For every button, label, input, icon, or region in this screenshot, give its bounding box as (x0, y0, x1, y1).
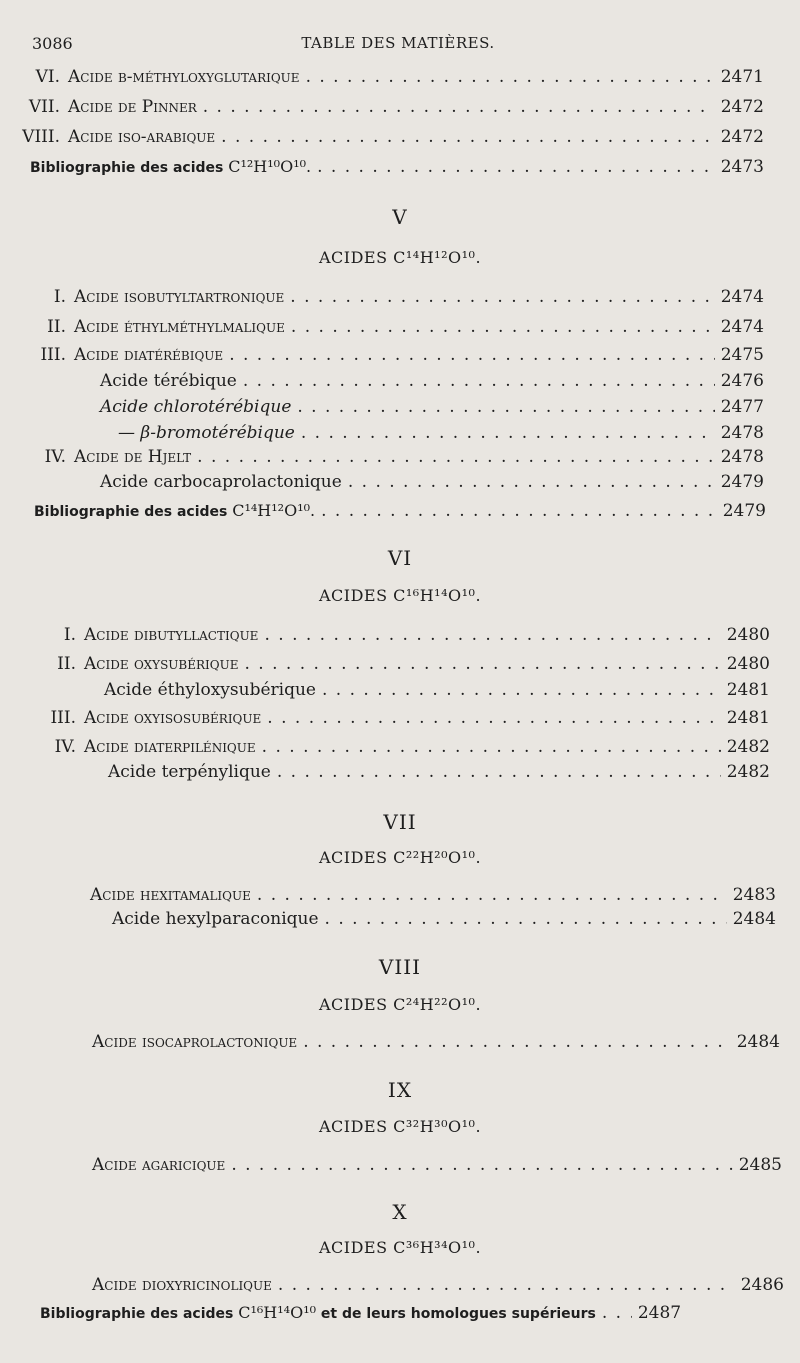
entry-page: 2486 (740, 1275, 784, 1295)
leader-dots (290, 286, 714, 308)
section-heading: ACIDES C³²H³⁰O¹⁰. (318, 1117, 482, 1136)
entry-page: 2476 (720, 371, 764, 391)
entry-page: 2487 (637, 1303, 682, 1323)
toc-entry[interactable] (100, 370, 764, 392)
entry-title: Acide oxysubérique (84, 654, 239, 674)
entry-title: Acide dibutyllactique (84, 625, 259, 645)
toc-entry[interactable] (92, 1031, 780, 1053)
bibliography-entry[interactable] (34, 500, 766, 523)
leader-dots (297, 396, 714, 418)
entry-page: 2472 (720, 127, 764, 147)
entry-page: 2477 (720, 397, 764, 417)
toc-entry[interactable] (30, 66, 764, 88)
entry-title: Acide diatérébique (74, 345, 224, 365)
toc-entry[interactable] (30, 286, 764, 308)
bibliography-label: Bibliographie des acides C¹⁶H¹⁴O¹⁰ et de leurs homologues supérieurs (40, 1303, 596, 1322)
entry-page: 2479 (722, 501, 766, 521)
entry-numeral: I. (53, 287, 66, 307)
section-heading: ACIDES C³⁶H³⁴O¹⁰. (318, 1238, 482, 1257)
entry-title: Acide hexitamalique (90, 885, 251, 905)
toc-entry[interactable] (90, 884, 776, 906)
entry-page: 2472 (720, 97, 764, 117)
leader-dots (264, 624, 720, 646)
leader-dots (262, 736, 721, 758)
entry-title: Acide agaricique (92, 1155, 226, 1175)
toc-entry[interactable] (30, 446, 764, 468)
leader-dots (303, 1031, 731, 1053)
entry-page: 2478 (720, 423, 764, 443)
entry-title: Acide éthylméthylmalique (74, 317, 285, 337)
toc-entry[interactable] (92, 1154, 782, 1176)
leader-dots (325, 908, 727, 930)
entry-title: Acide diaterpilénique (84, 737, 256, 757)
leader-dots (277, 761, 721, 783)
entry-numeral: VIII. (22, 127, 60, 147)
section-numeral: VII (383, 810, 417, 834)
entry-numeral: VI. (35, 67, 60, 87)
leader-dots (321, 500, 717, 522)
toc-entry[interactable] (100, 471, 764, 493)
entry-numeral: IV. (44, 447, 66, 467)
section-numeral: IX (387, 1078, 413, 1102)
section-numeral: VIII (378, 955, 422, 979)
bibliography-label: Bibliographie des acides C¹²H¹⁰O¹⁰. (30, 157, 312, 176)
section-heading: ACIDES C²²H²⁰O¹⁰. (318, 848, 482, 867)
leader-dots (278, 1274, 735, 1296)
entry-numeral: II. (57, 654, 76, 674)
page-number: 3086 (32, 34, 73, 53)
entry-title: Acide carbocaprolactonique (100, 472, 342, 492)
entry-title: Acide iso-arabique (68, 127, 216, 147)
section-heading: ACIDES C²⁴H²²O¹⁰. (318, 995, 482, 1014)
leader-dots (243, 370, 715, 392)
entry-numeral: IV. (54, 737, 76, 757)
toc-entry[interactable] (104, 679, 770, 701)
entry-page: 2482 (726, 762, 770, 782)
entry-page: 2484 (732, 909, 776, 929)
entry-page: 2480 (726, 654, 770, 674)
leader-dots (291, 316, 715, 338)
entry-title: Acide chlorotérébique (100, 397, 292, 417)
entry-page: 2471 (720, 67, 764, 87)
running-title: TABLE DES MATIÈRES. (301, 34, 495, 52)
toc-entry[interactable] (40, 736, 770, 758)
entry-numeral: III. (40, 345, 66, 365)
leader-dots (257, 884, 727, 906)
leader-dots (229, 344, 715, 366)
leader-dots (301, 422, 715, 444)
entry-page: 2473 (720, 157, 764, 177)
entry-page: 2481 (726, 708, 770, 728)
leader-dots (317, 156, 715, 178)
entry-page: 2480 (726, 625, 770, 645)
toc-entry[interactable] (112, 908, 776, 930)
toc-entry[interactable] (30, 96, 764, 118)
entry-numeral: III. (50, 708, 76, 728)
toc-entry[interactable] (22, 126, 764, 148)
section-numeral: X (392, 1200, 408, 1224)
entry-page: 2485 (738, 1155, 782, 1175)
entry-title: Acide de Hjelt (74, 447, 192, 467)
page-header (32, 34, 764, 56)
leader-dots (221, 126, 715, 148)
entry-page: 2484 (736, 1032, 780, 1052)
toc-entry[interactable] (100, 396, 764, 418)
leader-dots (602, 1302, 632, 1324)
entry-title: Acide hexylparaconique (112, 909, 319, 929)
toc-entry[interactable] (40, 624, 770, 646)
entry-title: Acide isobutyltartronique (74, 287, 285, 307)
entry-title: Acide éthyloxysubérique (104, 680, 316, 700)
bibliography-entry[interactable] (40, 1302, 784, 1325)
leader-dots (306, 66, 715, 88)
entry-page: 2483 (732, 885, 776, 905)
toc-entry[interactable] (92, 1274, 784, 1296)
section-numeral: VI (387, 546, 413, 570)
entry-title: Acide oxyisosubérique (84, 708, 262, 728)
toc-entry[interactable] (30, 316, 764, 338)
entry-title: — β-bromotérébique (118, 423, 295, 443)
section-numeral: V (392, 205, 408, 229)
entry-title: Acide de Pinner (68, 97, 197, 117)
toc-entry[interactable] (30, 344, 764, 366)
entry-page: 2478 (720, 447, 764, 467)
leader-dots (322, 679, 721, 701)
toc-entry[interactable] (118, 422, 764, 444)
entry-page: 2474 (720, 287, 764, 307)
entry-page: 2482 (726, 737, 770, 757)
entry-page: 2479 (720, 472, 764, 492)
leader-dots (348, 471, 715, 493)
entry-numeral: I. (63, 625, 76, 645)
entry-title: Acide isocaprolactonique (92, 1032, 298, 1052)
toc-entry[interactable] (40, 653, 770, 675)
bibliography-entry[interactable] (30, 156, 764, 179)
bibliography-label: Bibliographie des acides C¹⁴H¹²O¹⁰. (34, 501, 316, 520)
leader-dots (197, 446, 715, 468)
toc-entry[interactable] (108, 761, 770, 783)
entry-page: 2481 (726, 680, 770, 700)
entry-page: 2475 (720, 345, 764, 365)
entry-numeral: II. (47, 317, 66, 337)
toc-entry[interactable] (40, 707, 770, 729)
leader-dots (203, 96, 715, 118)
section-heading: ACIDES C¹⁴H¹²O¹⁰. (318, 248, 482, 267)
section-heading: ACIDES C¹⁶H¹⁴O¹⁰. (318, 586, 482, 605)
entry-title: Acide dioxyricinolique (92, 1275, 272, 1295)
entry-page: 2474 (720, 317, 764, 337)
leader-dots (244, 653, 720, 675)
entry-numeral: VII. (28, 97, 60, 117)
entry-title: Acide terpénylique (108, 762, 271, 782)
leader-dots (267, 707, 720, 729)
entry-title: Acide β-méthyloxyglutarique (68, 67, 300, 87)
leader-dots (231, 1154, 732, 1176)
entry-title: Acide térébique (100, 371, 237, 391)
